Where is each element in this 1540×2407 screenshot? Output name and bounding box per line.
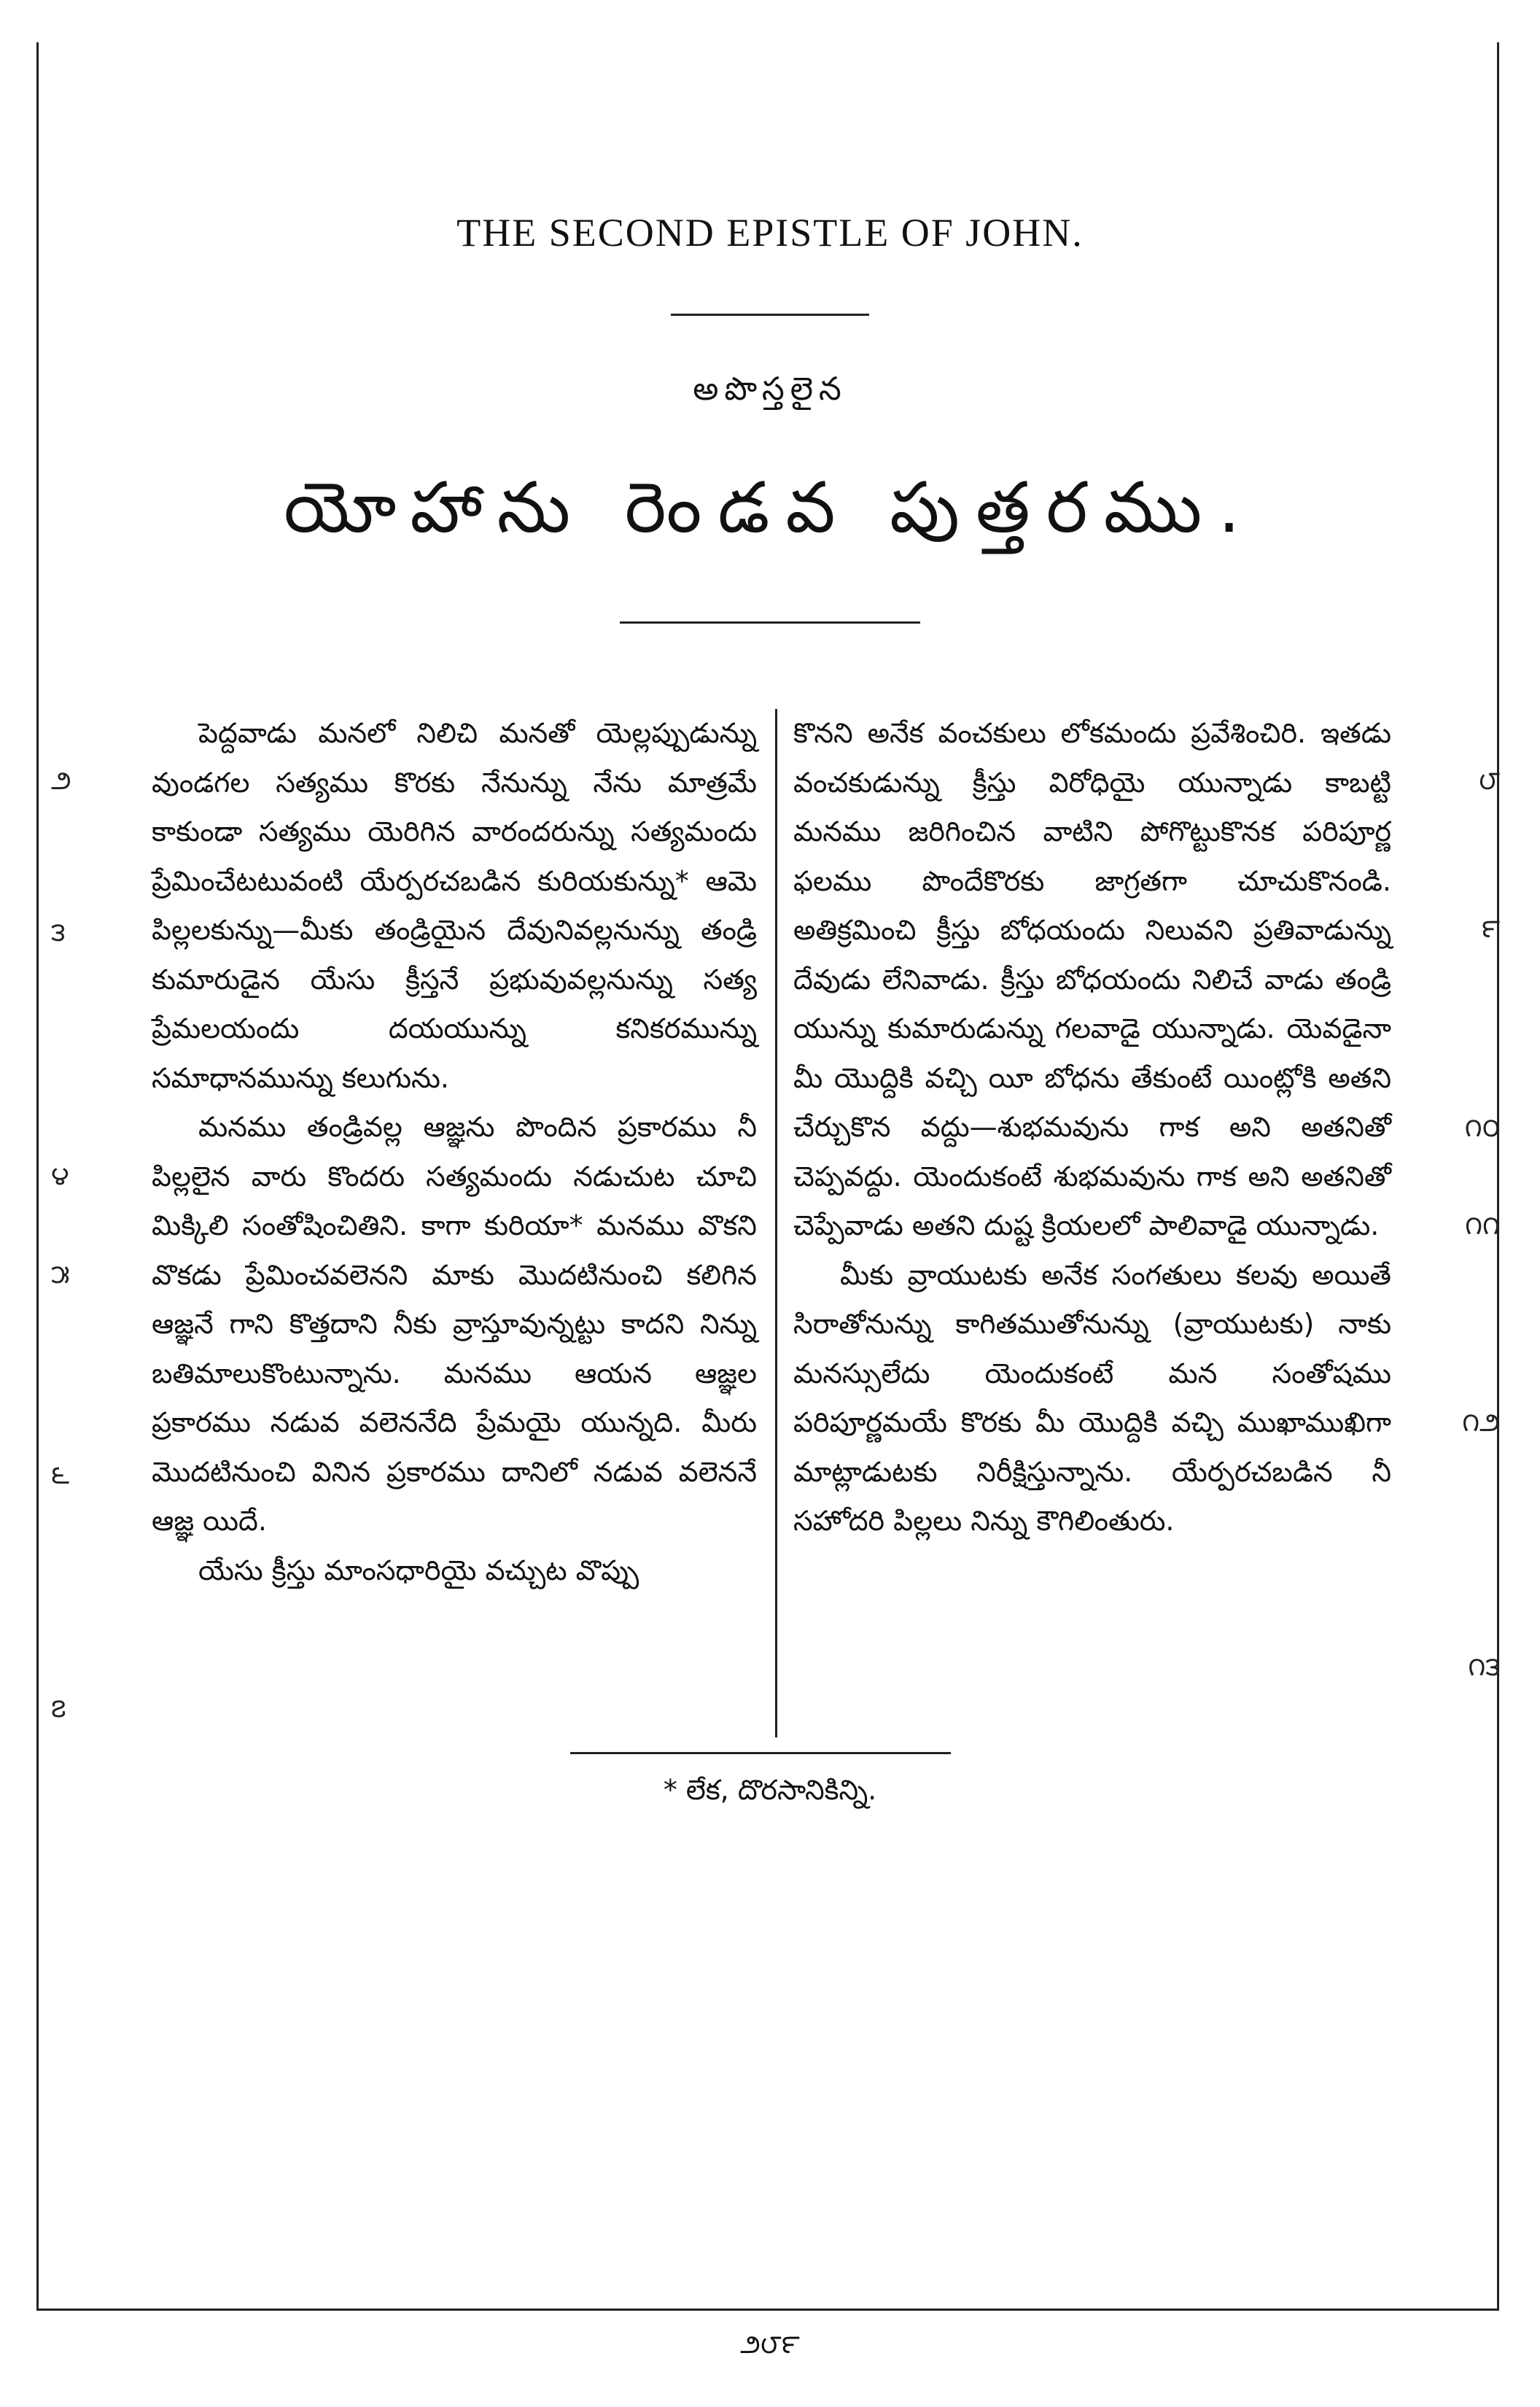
page-number: ౨౮౯ xyxy=(740,2330,800,2360)
title-rule-bottom xyxy=(620,621,920,624)
verse-paragraph: యేసు క్రీస్తు మాంసధారియై వచ్చుట వొప్పు xyxy=(198,1554,639,1586)
verse-number: ౧౧ xyxy=(1465,1211,1500,1241)
verse-number: ౧౦ xyxy=(1464,1113,1500,1143)
left-column xyxy=(152,709,757,1595)
verse-number: ౨ xyxy=(51,766,71,796)
verse-number: ౮ xyxy=(1479,766,1500,796)
column-divider xyxy=(775,709,777,1737)
verse-number: ౪ xyxy=(51,1161,69,1191)
verse-paragraph: మనము తండ్రివల్ల ఆజ్ఞను పొందిన ప్రకారము నీ పిల్లలైన వారు కొందరు సత్యమందు నడుచుట చూచి మిక్కిలి సంతోషించితిని. కాగా కురియా* మనము వొకని వొకడు ప్రేమించవలెనని మాకు మొదటినుంచి కలిగిన ఆజ్ఞనే గాని కొత్తదాని నీకు వ్రాస్తూవున్నట్టు కాదని నిన్ను బతిమాలుకొంటున్నాను. మనము ఆయన ఆజ్ఞల ప్రకారము నడువ వలెననేది ప్రేమయై యున్నది. మీరు మొదటినుంచి వినిన ప్రకారము దానిలో నడువ వలెననే ఆజ్ఞ యిదే. xyxy=(152,1111,757,1537)
verse-number: ౧౨ xyxy=(1462,1408,1500,1438)
footnote-rule xyxy=(570,1752,951,1754)
footnote: * లేక, దొరసానికిన్ని. xyxy=(663,1774,877,1806)
verse-number: ౧౩ xyxy=(1468,1652,1500,1682)
verse-number: ౫ xyxy=(51,1260,70,1290)
right-column xyxy=(793,709,1391,1546)
verse-number: ౬ xyxy=(51,1460,70,1490)
verse-number: ౭ xyxy=(51,1694,66,1724)
telugu-title: యోహాను రెండవ పుత్తరము. xyxy=(284,467,1256,549)
apostle-label: అపొస్తలైన xyxy=(693,371,847,408)
verse-paragraph: పెద్దవాడు మనలో నిలిచి మనతో యెల్లప్పుడున్ను వుండగల సత్యము కొరకు నేనున్ను నేను మాత్రమే కాకుండా సత్యము యెరిగిన వారందరున్ను సత్యమందు ప్రేమించేటటువంటి యేర్పరచబడిన కురియకున్ను* ఆమె పిల్లలకున్ను—మీకు తండ్రియైన దేవునివల్లనున్ను తండ్రి కుమారుడైన యేసు క్రీస్తనే ప్రభువువల్లనున్ను సత్య ప్రేమలయందు దయయున్ను కనికరమున్ను సమాధానమున్ను కలుగును. xyxy=(152,717,757,1094)
verse-paragraph: కొనని అనేక వంచకులు లోకమందు ప్రవేశించిరి. ఇతడు వంచకుడున్ను క్రీస్తు విరోధియై యున్నాడు కాబట్టి మనము జరిగించిన వాటిని పోగొట్టుకొనక పరిపూర్ణ ఫలము పొందేకొరకు జాగ్రతగా చూచుకొనండి. అతిక్రమించి క్రీస్తు బోధయందు నిలువని ప్రతివాడున్ను దేవుడు లేనివాడు. క్రీస్తు బోధయందు నిలిచే వాడు తండ్రి యున్ను కుమారుడున్ను గలవాడై యున్నాడు. యెవడైనా మీ యొద్దికి వచ్చి యీ బోధను తేకుంటే యింట్లోకి అతని చేర్చుకొన వద్దు—శుభమవును గాక అని అతనితో చెప్పవద్దు. యెందుకంటే శుభమవును గాక అని అతనితో చెప్పేవాడు అతని దుష్ట క్రియలలో పాలివాడై యున్నాడు. xyxy=(793,717,1391,1241)
verse-paragraph: మీకు వ్రాయుటకు అనేక సంగతులు కలవు అయితే సిరాతోనున్ను కాగితముతోనున్ను (వ్రాయుటకు) నాకు మనస్సులేదు యెందుకంటే మన సంతోషము పరిపూర్ణమయే కొరకు మీ యొద్దికి వచ్చి ముఖాముఖిగా మాట్లాడుటకు నిరీక్షిస్తున్నాను. యేర్పరచబడిన నీ సహోదరి పిల్లలు నిన్ను కౌగిలింతురు. xyxy=(793,1258,1391,1537)
verse-number: ౩ xyxy=(51,918,66,947)
english-title: THE SECOND EPISTLE OF JOHN. xyxy=(456,211,1084,255)
verse-number: ౯ xyxy=(1481,914,1500,944)
title-rule-top xyxy=(671,314,869,316)
